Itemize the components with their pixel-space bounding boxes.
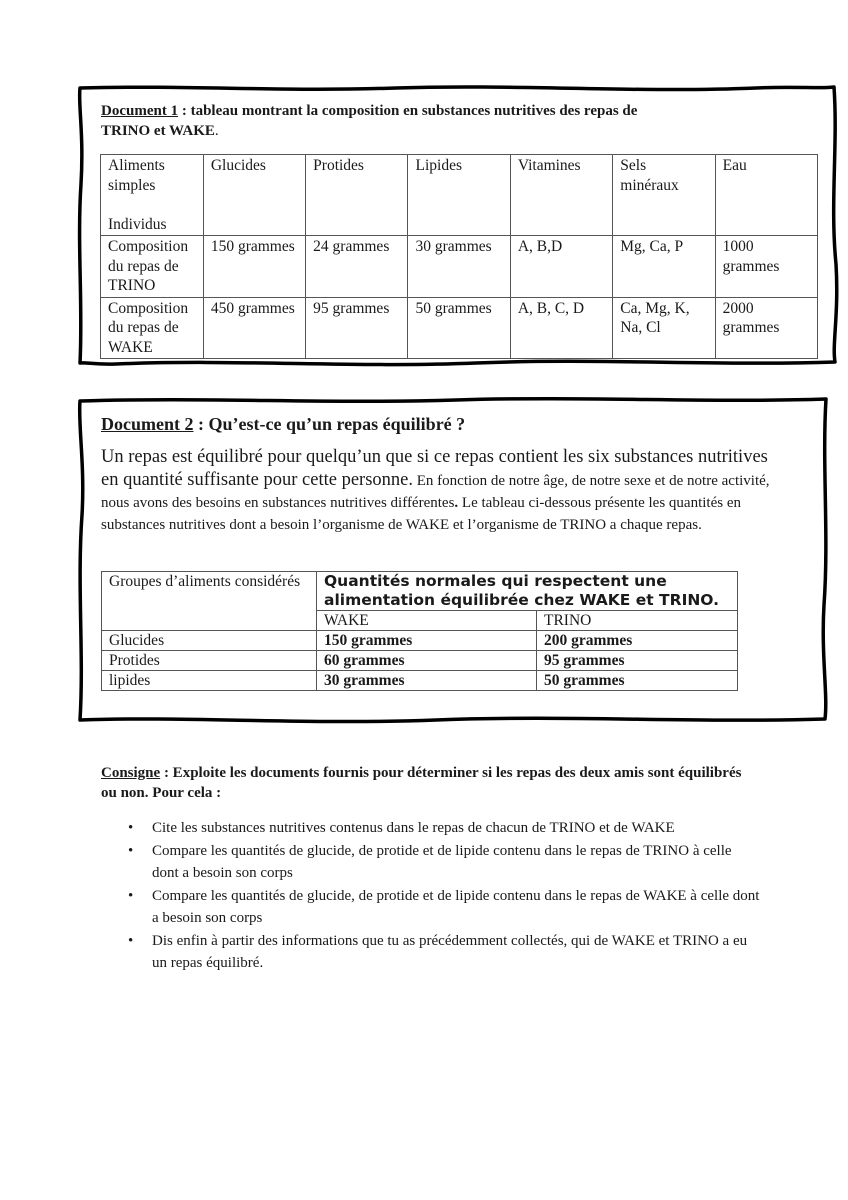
table-cell: 1000 grammes <box>715 236 817 298</box>
table-cell: 30 grammes <box>317 671 537 691</box>
table-cell: 200 grammes <box>537 631 738 651</box>
document-2-frame <box>76 395 832 727</box>
table-cell: Protides <box>102 651 317 671</box>
document-2-intro: Un repas est équilibré pour quelqu’un que si ce repas contient les six substances nutritives en quantité suffisante pour cette personne. En fonction de notre âge, de notre sexe et de notre activité, nous avons des besoins en substances nutritives différentes. Le tableau ci-dessous présente les quantités en substances nutritives dont a besoin l’organisme de WAKE et l’organisme de TRINO a chaque repas. <box>101 447 770 533</box>
table-cell: 95 grammes <box>537 651 738 671</box>
consigne-paragraph: Consigne : Exploite les documents fournis pour déterminer si les repas des deux amis sont équilibrés ou non. Pour cela : <box>101 765 742 801</box>
table-cell: Composition du repas de WAKE <box>101 297 204 359</box>
table-cell: 60 grammes <box>317 651 537 671</box>
table-cell: A, B, C, D <box>510 297 612 359</box>
header-cell: Glucides <box>203 155 305 236</box>
list-item: • Cite les substances nutritives contenus dans le repas de chacun de TRINO et de WAKE <box>101 817 761 839</box>
subheader-cell-wake: WAKE <box>317 611 537 631</box>
table-cell: 50 grammes <box>408 297 510 359</box>
table-cell: 50 grammes <box>537 671 738 691</box>
balanced-meal-table <box>101 571 738 691</box>
header-cell: Vitamines <box>510 155 612 236</box>
table-row <box>102 671 738 691</box>
document-1-title: Document 1 : tableau montrant la composition en substances nutritives des repas de TRINO et WAKE. <box>101 103 638 139</box>
table-row <box>102 631 738 651</box>
document-2-title: Document 2 : Qu’est-ce qu’un repas équilibré ? <box>101 414 466 434</box>
list-item: • Compare les quantités de glucide, de protide et de lipide contenu dans le repas de WAKE à celle dont a besoin son corps <box>101 885 761 929</box>
bullet-icon: • <box>128 820 134 836</box>
header-cell-normal-quantities: Quantités normales qui respectent une alimentation équilibrée chez WAKE et TRINO. <box>317 572 738 611</box>
table-cell: 30 grammes <box>408 236 510 298</box>
table-cell: A, B,D <box>510 236 612 298</box>
task-list <box>101 817 761 975</box>
header-cell: Protides <box>306 155 408 236</box>
table-cell: Composition du repas de TRINO <box>101 236 204 298</box>
table-cell: 150 grammes <box>203 236 305 298</box>
table-cell: 95 grammes <box>306 297 408 359</box>
header-cell: Eau <box>715 155 817 236</box>
table-cell: 150 grammes <box>317 631 537 651</box>
table-row <box>101 236 818 298</box>
table-cell: Mg, Ca, P <box>613 236 715 298</box>
list-item: • Dis enfin à partir des informations que tu as précédemment collectés, qui de WAKE et TRINO a eu un repas équilibré. <box>101 930 761 974</box>
table-cell: Glucides <box>102 631 317 651</box>
subheader-cell-trino: TRINO <box>537 611 738 631</box>
table-cell: 450 grammes <box>203 297 305 359</box>
nutrient-composition-table <box>100 154 818 359</box>
table-row <box>101 297 818 359</box>
table-cell: 2000 grammes <box>715 297 817 359</box>
list-item: • Compare les quantités de glucide, de protide et de lipide contenu dans le repas de TRINO à celle dont a besoin son corps <box>101 840 761 884</box>
table-header-row <box>102 572 738 611</box>
bullet-icon: • <box>128 888 134 904</box>
table-cell: Ca, Mg, K, Na, Cl <box>613 297 715 359</box>
header-cell-food-groups: Groupes d’aliments considérés <box>102 572 317 631</box>
table-row <box>102 651 738 671</box>
bullet-icon: • <box>128 843 134 859</box>
header-cell: Lipides <box>408 155 510 236</box>
document-1-frame <box>76 84 842 368</box>
header-cell-individuals: Aliments simples Individus <box>101 155 204 236</box>
table-cell: lipides <box>102 671 317 691</box>
table-header-row <box>101 155 818 236</box>
table-cell: 24 grammes <box>306 236 408 298</box>
header-cell: Sels minéraux <box>613 155 715 236</box>
bullet-icon: • <box>128 933 134 949</box>
